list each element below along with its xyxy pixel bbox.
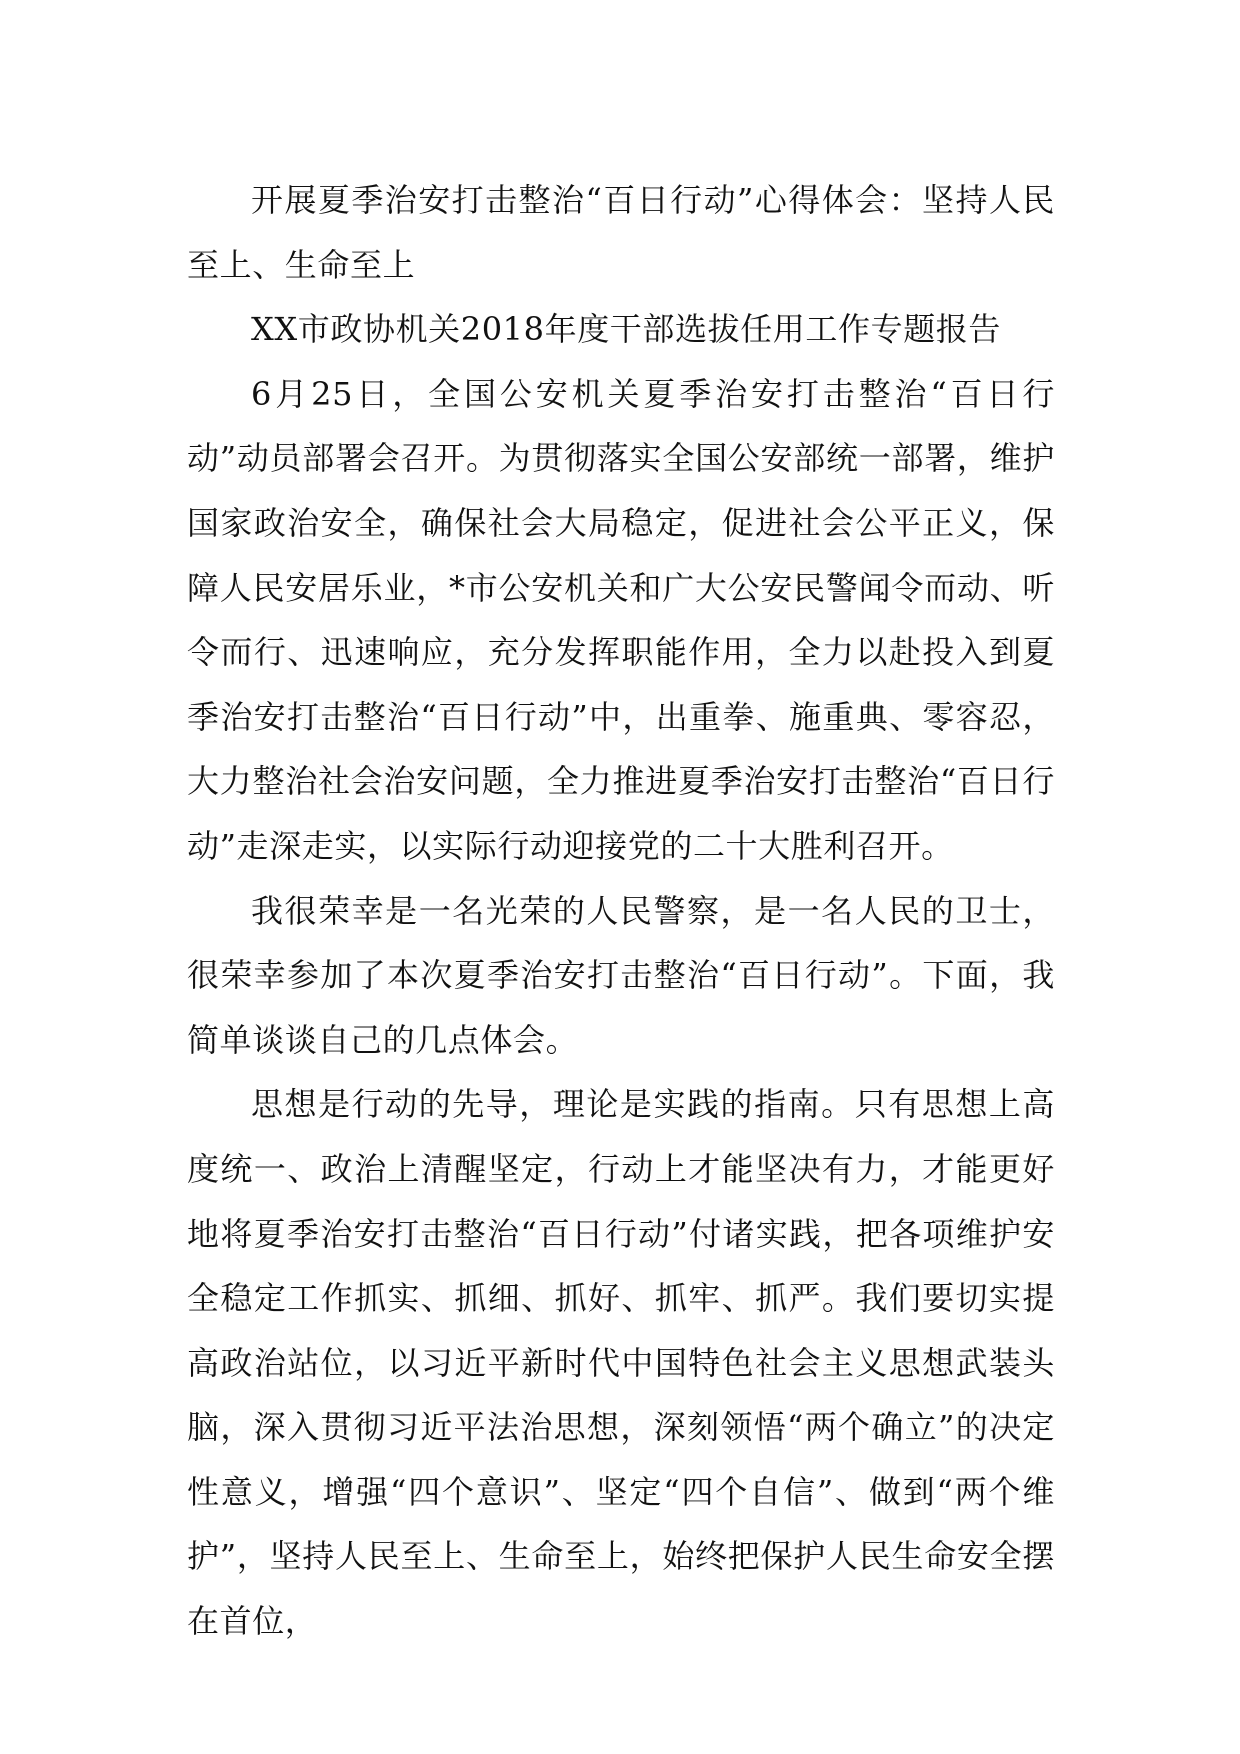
document-subtitle: XX市政协机关2018年度干部选拔任用工作专题报告 — [251, 310, 1002, 349]
body-paragraph: 6月25日，全国公安机关夏季治安打击整治“百日行动”动员部署会召开。为贯彻落实全国公安部统一部署，维护国家政治安全，确保社会大局稳定，促进社会公平正义，保障人民安居乐业，*市公安机关和广大公安民警闻令而动、听令而行、迅速响应，充分发挥职能作用，全力以赴投入到夏季治安打击整治“百日行动”中，出重拳、施重典、零容忍，大力整治社会治安问题，全力推进夏季治安打击整治“百日行动”走深走实，以实际行动迎接党的二十大胜利召开。 — [187, 374, 1055, 865]
body-paragraph: 我很荣幸是一名光荣的人民警察，是一名人民的卫士，很荣幸参加了本次夏季治安打击整治“百日行动”。下面，我简单谈谈自己的几点体会。 — [187, 891, 1055, 1059]
document-title: 开展夏季治安打击整治“百日行动”心得体会：坚持人民至上、生命至上 — [187, 181, 1055, 284]
body-paragraph: 思想是行动的先导，理论是实践的指南。只有思想上高度统一、政治上清醒坚定，行动上才能坚决有力，才能更好地将夏季治安打击整治“百日行动”付诸实践，把各项维护安全稳定工作抓实、抓细、抓好、抓牢、抓严。我们要切实提高政治站位，以习近平新时代中国特色社会主义思想武装头脑，深入贯彻习近平法治思想，深刻领悟“两个确立”的决定性意义，增强“四个意识”、坚定“四个自信”、做到“两个维护”，坚持人民至上、生命至上，始终把保护人民生命安全摆在首位， — [187, 1085, 1055, 1641]
document-body — [187, 168, 1055, 1654]
